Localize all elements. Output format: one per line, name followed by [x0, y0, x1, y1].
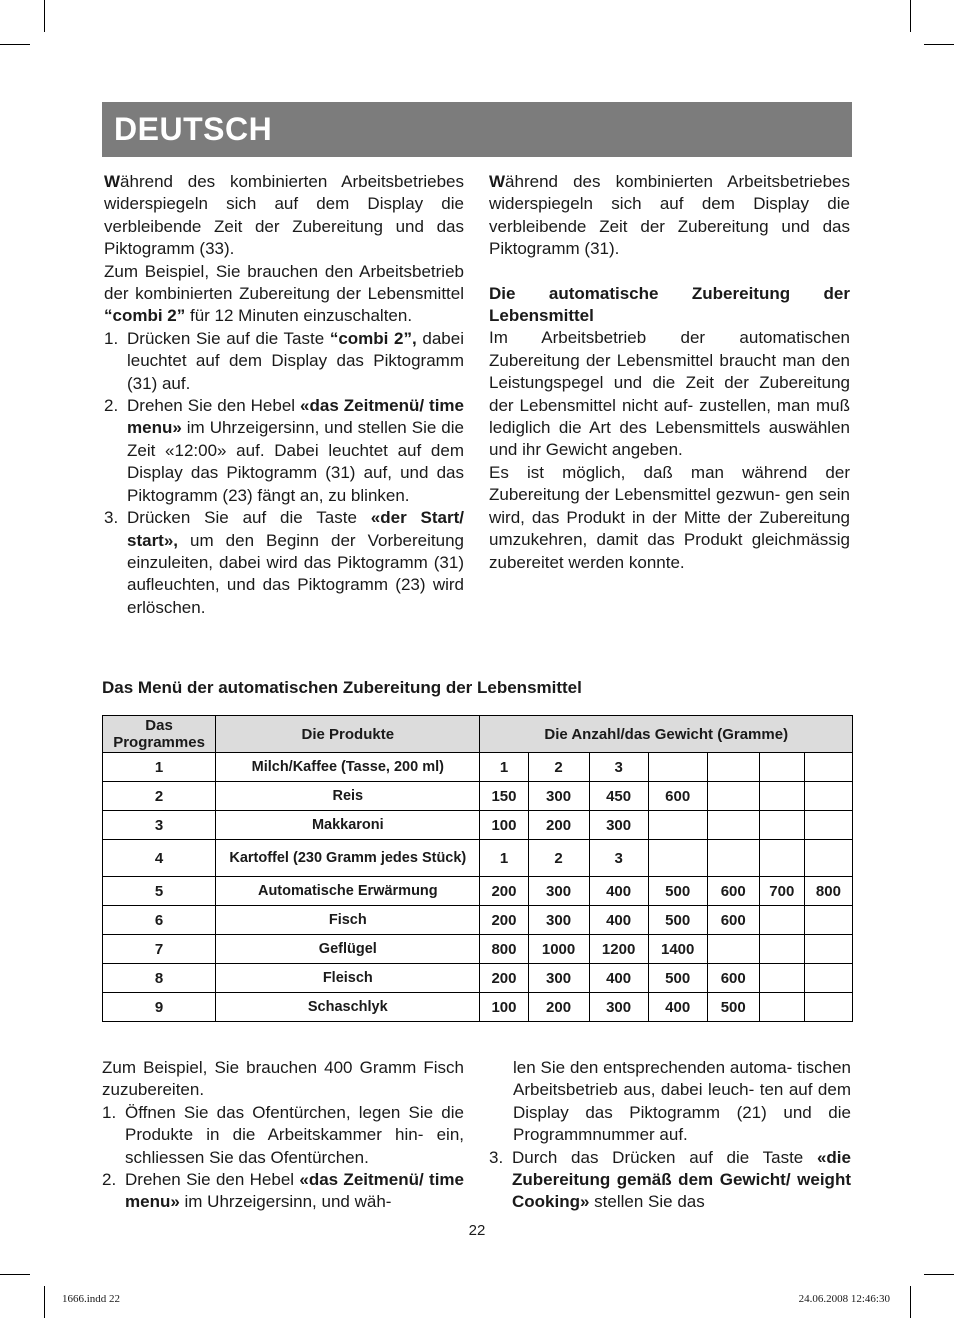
paragraph: Zum Beispiel, Sie brauchen 400 Gramm Fisch zuzubereiten.	[102, 1058, 464, 1100]
text: um den Beginn der Vorbereitung einzuleiten, dabei wird das Piktogramm (31) aufleuchten, und das Piktogramm (23) wird erlöschen.	[127, 530, 464, 617]
amount-cell: 300	[589, 811, 648, 840]
table-row	[103, 811, 853, 840]
amount-cell	[804, 993, 852, 1022]
amount-cell: 400	[589, 906, 648, 935]
amount-cell: 200	[480, 877, 528, 906]
amount-cell: 450	[589, 782, 648, 811]
step-number: 1.	[104, 328, 119, 348]
table-row	[103, 877, 853, 906]
amount-cell	[759, 840, 804, 877]
right-column-bottom	[489, 1057, 851, 1214]
program-number: 4	[103, 840, 216, 877]
crop-mark	[924, 44, 954, 45]
amount-cell	[648, 811, 707, 840]
crop-mark	[910, 0, 911, 32]
table-row	[103, 906, 853, 935]
text: im Uhrzeigersinn, und wäh-	[179, 1192, 392, 1212]
paragraph: Im Arbeitsbetrieb der automatischen Zubereitung der Lebensmittel braucht man den Leistungspegel und die Zeit der Zubereitung der Lebensmittel nicht auf- zustellen, man muß lediglich die Art des Lebensmittels auswählen und ihr Gewicht angeben.	[489, 328, 850, 460]
product-name: Fisch	[216, 906, 480, 935]
amount-cell: 800	[480, 935, 528, 964]
bold-text: «das Zeitmenü/ time menu»	[127, 396, 464, 438]
step-number: 3.	[104, 508, 119, 528]
step-number: 1.	[102, 1102, 117, 1122]
amount-cell	[707, 935, 759, 964]
amount-cell	[759, 753, 804, 782]
paragraph	[104, 261, 464, 328]
list-item	[102, 1102, 464, 1169]
amount-cell: 200	[528, 993, 589, 1022]
amount-cell	[804, 840, 852, 877]
text: Drücken Sie auf die Taste	[127, 328, 330, 348]
amount-cell: 700	[759, 877, 804, 906]
steps-list	[104, 328, 464, 619]
paragraph	[489, 171, 850, 261]
amount-cell: 150	[480, 782, 528, 811]
product-name: Kartoffel (230 Gramm jedes Stück)	[216, 840, 480, 877]
header-amount: Die Anzahl/das Gewicht (Gramme)	[480, 716, 853, 753]
product-name: Fleisch	[216, 964, 480, 993]
table-row	[103, 993, 853, 1022]
amount-cell: 100	[480, 993, 528, 1022]
amount-cell: 200	[480, 906, 528, 935]
step-number: 3.	[489, 1147, 504, 1167]
left-column-bottom	[102, 1057, 464, 1214]
crop-mark	[44, 1286, 45, 1318]
amount-cell	[759, 906, 804, 935]
list-item	[104, 395, 464, 507]
list-item	[489, 1147, 851, 1214]
text: Durch das Drücken auf die Taste	[512, 1147, 817, 1167]
amount-cell: 400	[589, 964, 648, 993]
program-number: 7	[103, 935, 216, 964]
amount-cell	[648, 753, 707, 782]
crop-mark	[910, 1286, 911, 1318]
product-name: Reis	[216, 782, 480, 811]
program-number: 8	[103, 964, 216, 993]
amount-cell: 3	[589, 840, 648, 877]
list-item	[104, 507, 464, 619]
amount-cell: 400	[589, 877, 648, 906]
amount-cell	[804, 811, 852, 840]
table-row	[103, 840, 853, 877]
product-name: Geflügel	[216, 935, 480, 964]
amount-cell: 2	[528, 753, 589, 782]
amount-cell: 300	[589, 993, 648, 1022]
program-number: 3	[103, 811, 216, 840]
amount-cell: 500	[648, 906, 707, 935]
amount-cell: 1400	[648, 935, 707, 964]
crop-mark	[0, 44, 30, 45]
paragraph: Es ist möglich, daß man während der Zubereitung der Lebensmittel gezwun- gen sein wird, das Produkt in der Mitte der Zubereitung umzukehren, damit das Produkt gleichmässig zubereitet werden konnte.	[489, 462, 850, 572]
amount-cell	[804, 964, 852, 993]
crop-mark	[44, 0, 45, 32]
text: für 12 Minuten einzuschalten.	[185, 306, 413, 326]
text: ährend des kombinierten Arbeitsbetriebes widerspiegeln sich auf dem Display die verbleibende Zeit der Zubereitung und das Piktogramm (31).	[489, 172, 850, 259]
amount-cell: 300	[528, 877, 589, 906]
amount-cell: 600	[707, 964, 759, 993]
table-row	[103, 964, 853, 993]
amount-cell: 300	[528, 906, 589, 935]
amount-cell: 600	[707, 877, 759, 906]
table-row	[103, 782, 853, 811]
product-name: Automatische Erwärmung	[216, 877, 480, 906]
section-heading: Die automatische Zubereitung der Lebensmittel	[489, 283, 850, 326]
amount-cell: 300	[528, 782, 589, 811]
amount-cell	[707, 782, 759, 811]
paragraph: len Sie den entsprechenden automa- tischen Arbeitsbetrieb aus, dabei leuch- ten auf dem Display das Piktogramm (21) und die Programmnummer auf.	[513, 1058, 851, 1145]
text: Drücken Sie auf die Taste	[127, 508, 371, 528]
amount-cell: 500	[648, 877, 707, 906]
amount-cell	[759, 782, 804, 811]
language-header: DEUTSCH	[102, 102, 852, 157]
amount-cell	[707, 753, 759, 782]
step-number: 2.	[104, 396, 119, 416]
amount-cell: 800	[804, 877, 852, 906]
amount-cell	[804, 753, 852, 782]
amount-cell: 200	[480, 964, 528, 993]
amount-cell	[804, 935, 852, 964]
text: stellen Sie das	[589, 1192, 705, 1212]
program-number: 6	[103, 906, 216, 935]
amount-cell: 300	[528, 964, 589, 993]
amount-cell: 3	[589, 753, 648, 782]
amount-cell: 2	[528, 840, 589, 877]
program-number: 9	[103, 993, 216, 1022]
amount-cell	[759, 811, 804, 840]
paragraph	[104, 171, 464, 261]
bold-text: «der Start/ start»,	[127, 508, 464, 550]
amount-cell: 400	[648, 993, 707, 1022]
crop-mark	[924, 1274, 954, 1275]
header-products: Die Produkte	[216, 716, 480, 753]
amount-cell	[759, 935, 804, 964]
product-name: Schaschlyk	[216, 993, 480, 1022]
amount-cell: 1200	[589, 935, 648, 964]
amount-cell: 200	[528, 811, 589, 840]
bold-text: “combi 2”	[104, 306, 186, 326]
text: Öffnen Sie das Ofentürchen, legen Sie die Produkte in die Arbeitskammer hin- ein, schliessen Sie das Ofentürchen.	[125, 1102, 464, 1167]
file-slug: 1666.indd 22	[62, 1293, 121, 1305]
initial-letter: W	[104, 172, 121, 191]
text: Drehen Sie den Hebel	[127, 396, 301, 416]
text: Drehen Sie den Hebel	[125, 1170, 300, 1190]
bold-text: «die Zubereitung gemäß dem Gewicht/ weight Cooking»	[512, 1147, 851, 1212]
text: ährend des kombinierten Arbeitsbetriebes widerspiegeln sich auf dem Display die verbleibende Zeit der Zubereitung und das Piktogramm (33).	[104, 172, 464, 259]
crop-mark	[0, 1274, 30, 1275]
text: im Uhrzeigersinn, und stellen Sie die Zeit «12:00» auf. Dabei leuchtet auf dem Display das Piktogramm (31) auf, und das Piktogramm (23) fängt an, zu blinken.	[127, 418, 464, 505]
program-number: 2	[103, 782, 216, 811]
amount-cell	[759, 993, 804, 1022]
list-item	[104, 328, 464, 395]
header-programmes: Das Programmes	[103, 716, 216, 753]
text: Zum Beispiel, Sie brauchen den Arbeitsbetrieb der kombinierten Zubereitung der Lebensmittel	[104, 261, 464, 304]
amount-cell	[648, 840, 707, 877]
program-number: 1	[103, 753, 216, 782]
bold-text: “combi 2”,	[329, 328, 417, 348]
date-slug: 24.06.2008 12:46:30	[798, 1293, 890, 1305]
amount-cell: 1000	[528, 935, 589, 964]
amount-cell	[707, 840, 759, 877]
auto-cooking-table	[102, 715, 853, 1022]
product-name: Makkaroni	[216, 811, 480, 840]
program-number: 5	[103, 877, 216, 906]
right-column-top	[489, 171, 850, 574]
table-title: Das Menü der automatischen Zubereitung der Lebensmittel	[102, 678, 582, 697]
amount-cell: 500	[707, 993, 759, 1022]
product-name: Milch/Kaffee (Tasse, 200 ml)	[216, 753, 480, 782]
amount-cell: 600	[648, 782, 707, 811]
table-row	[103, 935, 853, 964]
initial-letter: W	[489, 172, 506, 191]
list-item	[102, 1169, 464, 1214]
amount-cell: 1	[480, 753, 528, 782]
bold-text: «das Zeitmenü/ time menu»	[125, 1170, 464, 1212]
step-number: 2.	[102, 1170, 117, 1190]
amount-cell: 500	[648, 964, 707, 993]
steps-list	[489, 1147, 851, 1214]
amount-cell	[759, 964, 804, 993]
steps-list	[102, 1102, 464, 1214]
amount-cell: 100	[480, 811, 528, 840]
amount-cell: 1	[480, 840, 528, 877]
text: dabei leuchtet auf dem Display das Piktogramm (31) auf.	[127, 328, 464, 393]
table-row	[103, 753, 853, 782]
amount-cell	[804, 782, 852, 811]
left-column-top	[104, 171, 464, 619]
amount-cell: 600	[707, 906, 759, 935]
amount-cell	[707, 811, 759, 840]
amount-cell	[804, 906, 852, 935]
page-number: 22	[468, 1222, 486, 1239]
